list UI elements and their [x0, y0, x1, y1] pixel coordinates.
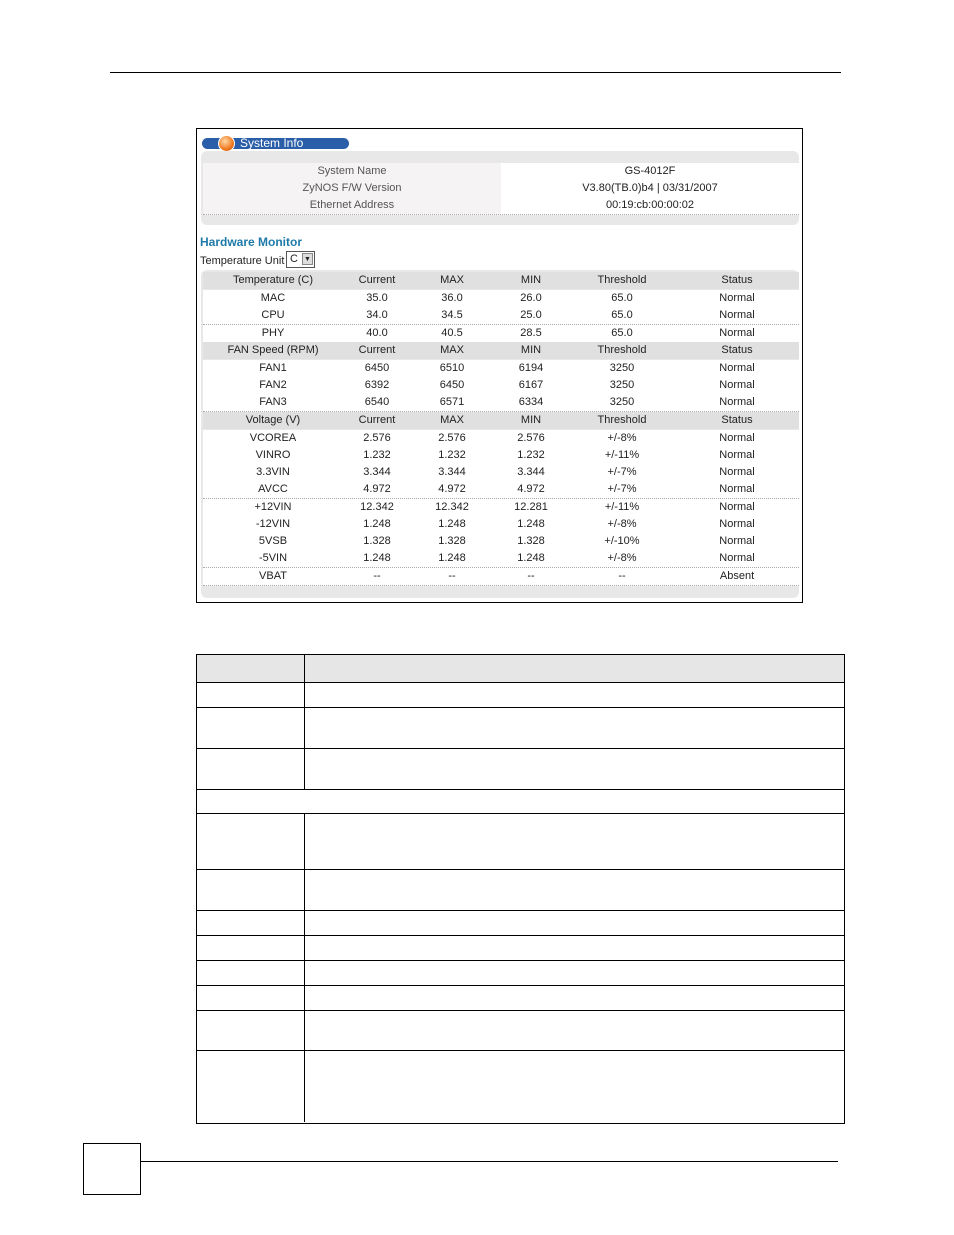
- hardware-monitor-table: [201, 270, 799, 598]
- cell-current: 12.342: [360, 500, 394, 513]
- cell-name: MAC: [260, 292, 286, 304]
- hardware-monitor-title: Hardware Monitor: [200, 235, 303, 249]
- cell-threshold: +/-7%: [607, 483, 637, 496]
- cell-threshold: 65.0: [611, 309, 633, 322]
- cell-name: AVCC: [258, 483, 288, 496]
- cell-max: --: [448, 569, 456, 582]
- cell-max: 1.248: [438, 517, 466, 530]
- column-divider: [304, 1011, 305, 1050]
- cell-status: Normal: [719, 517, 755, 530]
- cell-max: 1.232: [438, 448, 466, 461]
- system-info-value: 00:19:cb:00:00:02: [605, 199, 695, 211]
- cell-max: 6510: [439, 361, 465, 374]
- cell-max: 36.0: [441, 292, 463, 304]
- system-info-title-bar: [202, 138, 349, 149]
- orb-icon: [218, 135, 235, 152]
- cell-current: 1.232: [363, 448, 391, 461]
- table-row: [197, 936, 844, 961]
- cell-status: Normal: [719, 396, 755, 409]
- system-info-label: ZyNOS F/W Version: [203, 180, 501, 197]
- cell-max: 1.248: [438, 552, 466, 565]
- table-row: [197, 708, 844, 749]
- column-header-threshold: Threshold: [597, 274, 647, 286]
- cell-min: 6167: [518, 379, 544, 391]
- cell-max: 2.576: [438, 431, 466, 444]
- table-row: [197, 790, 844, 814]
- cell-status: Normal: [719, 552, 755, 565]
- cell-status: Normal: [719, 535, 755, 547]
- cell-status: Normal: [719, 431, 755, 444]
- column-header-name: Voltage (V): [245, 413, 301, 426]
- cell-min: 2.576: [517, 431, 545, 444]
- cell-min: 6334: [518, 396, 544, 409]
- cell-max: 12.342: [435, 500, 469, 513]
- cell-max: 1.328: [438, 535, 466, 547]
- cell-current: 1.248: [363, 517, 391, 530]
- temperature-unit-select[interactable]: [286, 251, 315, 268]
- cell-threshold: --: [618, 569, 626, 582]
- page-number-box: [83, 1143, 141, 1195]
- cell-min: 1.232: [517, 448, 545, 461]
- header-rule: [110, 72, 841, 73]
- cell-threshold: +/-10%: [604, 535, 640, 547]
- table-row: [203, 499, 799, 517]
- cell-name: VBAT: [259, 569, 287, 582]
- column-header-current: Current: [358, 274, 396, 286]
- table-row: [203, 394, 799, 412]
- table-row: [197, 870, 844, 911]
- cell-name: -5VIN: [258, 552, 288, 565]
- temperature-unit-value: C: [290, 253, 298, 265]
- system-info-table: [201, 151, 799, 225]
- footer-rule: [140, 1161, 838, 1162]
- cell-threshold: 3250: [609, 361, 635, 374]
- column-header-current: Current: [358, 413, 396, 426]
- cell-threshold: +/-8%: [607, 552, 637, 565]
- cell-status: Normal: [719, 500, 755, 513]
- column-header-threshold: Threshold: [597, 343, 647, 356]
- table-row: [203, 290, 799, 308]
- column-header-name: Temperature (C): [232, 274, 314, 286]
- table-row: [203, 360, 799, 378]
- cell-status: Normal: [719, 326, 755, 339]
- cell-status: Normal: [719, 309, 755, 322]
- cell-min: 6194: [518, 361, 544, 374]
- cell-min: 25.0: [520, 309, 542, 322]
- table-row: [197, 749, 844, 790]
- table-row: [203, 533, 799, 551]
- column-header-name: FAN Speed (RPM): [227, 343, 319, 356]
- column-divider: [304, 655, 305, 682]
- table-row: [197, 986, 844, 1011]
- cell-name: 3.3VIN: [256, 466, 290, 478]
- cell-current: 35.0: [366, 292, 388, 304]
- cell-threshold: +/-8%: [607, 431, 637, 444]
- system-info-label: Ethernet Address: [203, 197, 501, 214]
- cell-current: 6540: [364, 396, 390, 409]
- cell-name: +12VIN: [254, 500, 292, 513]
- table-row: [203, 430, 799, 448]
- column-divider: [304, 911, 305, 935]
- cell-min: 1.248: [517, 552, 545, 565]
- cell-threshold: +/-11%: [604, 500, 640, 513]
- table-row: [197, 814, 844, 870]
- cell-max: 3.344: [438, 466, 466, 478]
- cell-name: FAN1: [259, 361, 287, 374]
- table-row: [203, 568, 799, 586]
- cell-name: CPU: [261, 309, 285, 322]
- column-divider: [304, 708, 305, 748]
- table-row: [197, 1011, 844, 1051]
- cell-threshold: +/-11%: [604, 448, 640, 461]
- cell-status: Normal: [719, 448, 755, 461]
- cell-max: 6571: [439, 396, 465, 409]
- cell-min: 26.0: [520, 292, 542, 304]
- cell-min: 1.248: [517, 517, 545, 530]
- cell-max: 4.972: [438, 483, 466, 496]
- cell-min: 4.972: [517, 483, 545, 496]
- column-header-status: Status: [721, 343, 753, 356]
- cell-name: -12VIN: [255, 517, 291, 530]
- system-info-label: System Name: [203, 163, 501, 180]
- system-info-value: V3.80(TB.0)b4 | 03/31/2007: [582, 182, 718, 194]
- cell-threshold: 65.0: [611, 292, 633, 304]
- section-header-row: [203, 412, 799, 429]
- section-header-row: [203, 272, 799, 289]
- table-row: [197, 961, 844, 986]
- cell-current: 34.0: [366, 309, 388, 322]
- cell-status: Normal: [719, 466, 755, 478]
- column-divider: [304, 936, 305, 960]
- chevron-down-icon[interactable]: ▼: [302, 253, 313, 265]
- column-divider: [304, 961, 305, 985]
- cell-status: Normal: [719, 292, 755, 304]
- cell-name: PHY: [261, 326, 285, 339]
- cell-threshold: 3250: [609, 396, 635, 409]
- system-info-row: [203, 197, 799, 215]
- cell-name: VINRO: [255, 448, 291, 461]
- cell-name: FAN2: [259, 379, 287, 391]
- cell-max: 6450: [439, 379, 465, 391]
- column-header-min: MIN: [520, 274, 542, 286]
- column-divider: [304, 749, 305, 789]
- table-row: [203, 481, 799, 499]
- column-header-status: Status: [721, 274, 753, 286]
- column-header-max: MAX: [440, 274, 464, 286]
- column-header-max: MAX: [440, 343, 464, 356]
- table-row: [203, 377, 799, 395]
- cell-min: 12.281: [514, 500, 548, 513]
- column-header-max: MAX: [440, 413, 464, 426]
- system-info-value: GS-4012F: [624, 165, 676, 177]
- field-description-table: [196, 654, 845, 1124]
- column-header-min: MIN: [520, 413, 542, 426]
- cell-threshold: +/-8%: [607, 517, 637, 530]
- section-header-row: [203, 342, 799, 359]
- cell-status: Absent: [719, 569, 755, 582]
- column-divider: [304, 814, 305, 869]
- table-row: [197, 683, 844, 708]
- system-info-row: [203, 180, 799, 198]
- system-info-screenshot: [196, 128, 803, 603]
- cell-threshold: 65.0: [611, 326, 633, 339]
- cell-current: 6450: [364, 361, 390, 374]
- cell-threshold: 3250: [609, 379, 635, 391]
- table-row: [203, 550, 799, 568]
- cell-current: 1.328: [363, 535, 391, 547]
- cell-min: 1.328: [517, 535, 545, 547]
- column-header-threshold: Threshold: [597, 413, 647, 426]
- cell-threshold: +/-7%: [607, 466, 637, 478]
- column-divider: [304, 1051, 305, 1122]
- cell-status: Normal: [719, 361, 755, 374]
- table-header-row: [197, 655, 844, 683]
- column-header-min: MIN: [520, 343, 542, 356]
- cell-status: Normal: [719, 483, 755, 496]
- column-header-current: Current: [358, 343, 396, 356]
- table-row: [203, 464, 799, 482]
- cell-current: 6392: [364, 379, 390, 391]
- cell-max: 34.5: [441, 309, 463, 322]
- cell-current: 40.0: [366, 326, 388, 339]
- table-row: [203, 516, 799, 534]
- cell-status: Normal: [719, 379, 755, 391]
- column-divider: [304, 683, 305, 707]
- cell-name: FAN3: [259, 396, 287, 409]
- column-divider: [304, 870, 305, 910]
- cell-current: 1.248: [363, 552, 391, 565]
- cell-current: 2.576: [363, 431, 391, 444]
- cell-min: --: [527, 569, 535, 582]
- cell-current: 4.972: [363, 483, 391, 496]
- cell-min: 28.5: [520, 326, 542, 339]
- cell-max: 40.5: [441, 326, 463, 339]
- temperature-unit-label: Temperature Unit: [200, 255, 285, 267]
- cell-name: VCOREA: [249, 431, 297, 444]
- cell-current: --: [373, 569, 381, 582]
- column-header-status: Status: [721, 413, 753, 426]
- table-row: [197, 1051, 844, 1122]
- table-row: [203, 325, 799, 343]
- column-divider: [304, 986, 305, 1010]
- system-info-title: System Info: [240, 136, 304, 150]
- table-row: [203, 307, 799, 325]
- table-row: [203, 447, 799, 465]
- system-info-row: [203, 163, 799, 181]
- table-row: [197, 911, 844, 936]
- cell-current: 3.344: [363, 466, 391, 478]
- cell-min: 3.344: [517, 466, 545, 478]
- cell-name: 5VSB: [258, 535, 288, 547]
